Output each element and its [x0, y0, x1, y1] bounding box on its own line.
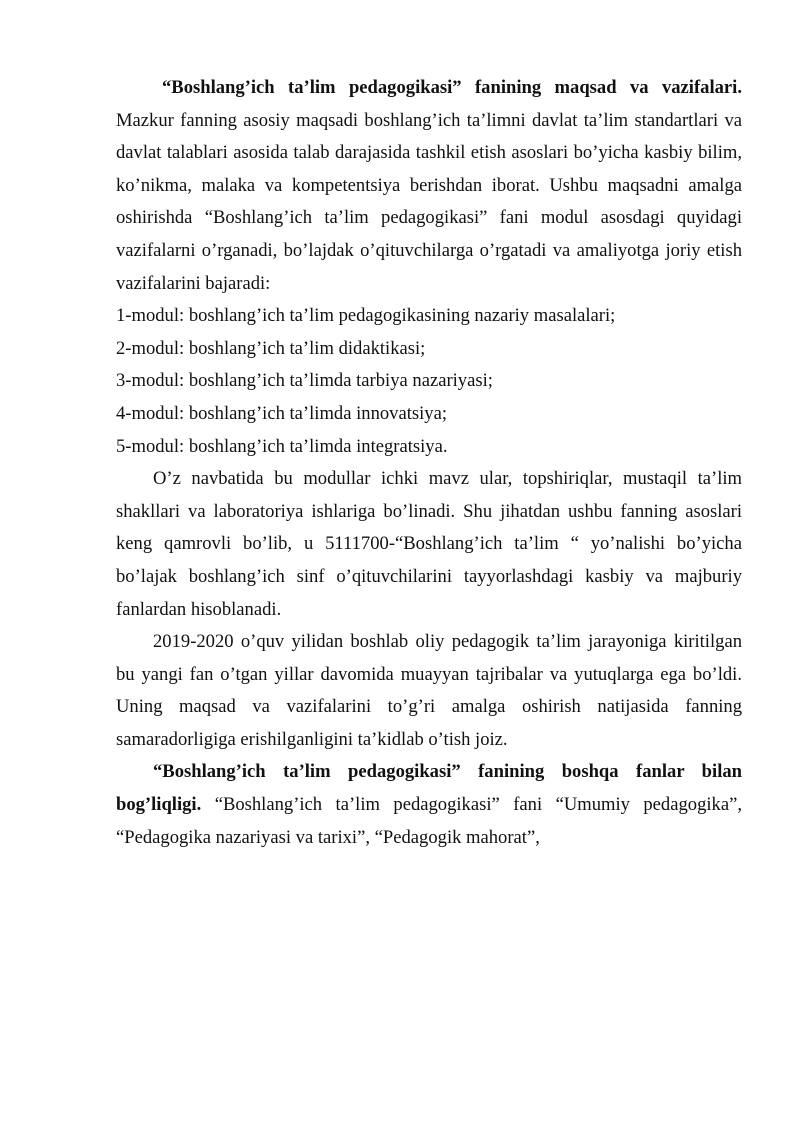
paragraph-relations-text: “Boshlang’ich ta’lim pedagogikasi” fani “Umumiy pedagogika”, “Pedagogika nazariyasi va tarixi”, “Pedagogik mahorat”,	[116, 794, 742, 848]
paragraph-modules-detail: O’z navbatida bu modullar ichki mavz ular, topshiriqlar, mustaqil ta’lim shakllari va laboratoriya ishlariga bo’linadi. Shu jihatdan ushbu fanning asoslari keng qamrovli bo’lib, u 5111700-“Boshlang’ich ta’lim “ yo’nalishi bo’yicha bo’lajak boshlang’ich sinf o’qituvchilarini tayyorlashdagi kasbiy va majburiy fanlardan hisoblanadi.	[116, 468, 742, 620]
paragraph-goals-text: Mazkur fanning asosiy maqsadi boshlang’ich ta’limni davlat ta’lim standartlari va davlat talablari asosida talab darajasida tashkil etish asoslari bo’yicha kasbiy bilim, ko’nikma, malaka va kompetentsiya berishdan iborat. Ushbu maqsadni amalga oshirishda “Boshlang’ich ta’lim pedagogikasi” fani modul asosdagi quyidagi vazifalarni o’rganadi, bo’lajdak o’qituvchilarga o’rgatadi va amaliyotga joriy etish vazifalarini bajaradi:	[116, 109, 742, 294]
document-page	[116, 72, 742, 854]
paragraph-history: 2019-2020 o’quv yilidan boshlab oliy pedagogik ta’lim jarayoniga kiritilgan bu yangi fan o’tgan yillar davomida muayyan tajribalar va yutuqlarga ega bo’ldi. Uning maqsad va vazifalarini to’g’ri amalga oshirish natijasida fanning samaradorligiga erishilganligini ta’kidlab o’tish joiz.	[116, 631, 742, 750]
module-item-5: 5-modul: boshlang’ich ta’limda integratsiya.	[116, 435, 448, 457]
paragraph-goals	[116, 72, 742, 300]
module-item-2: 2-modul: boshlang’ich ta’lim didaktikasi;	[116, 337, 426, 359]
module-item-4: 4-modul: boshlang’ich ta’limda innovatsiya;	[116, 402, 448, 424]
module-item-1: 1-modul: boshlang’ich ta’lim pedagogikasining nazariy masalalari;	[116, 305, 616, 327]
paragraph-relations	[116, 756, 742, 854]
module-item-3: 3-modul: boshlang’ich ta’limda tarbiya nazariyasi;	[116, 370, 493, 392]
section-heading-goals: “Boshlang’ich ta’lim pedagogikasi” fanining maqsad va vazifalari.	[162, 77, 742, 98]
section-heading-relations: “Boshlang’ich ta’lim pedagogikasi” fanining boshqa fanlar bilan bog’liqligi.	[116, 761, 742, 816]
